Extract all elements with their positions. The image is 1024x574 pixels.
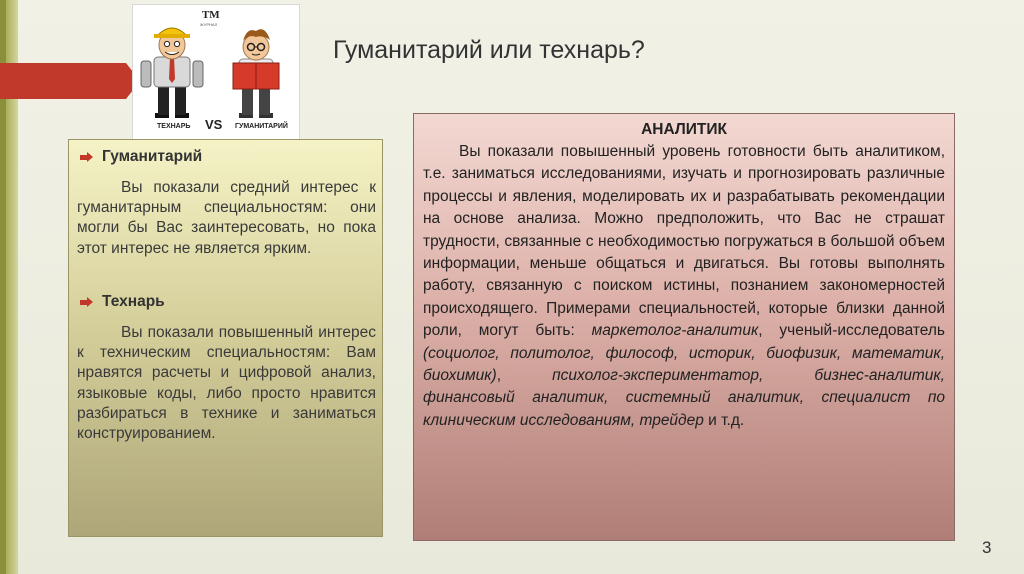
page-number: 3 xyxy=(982,538,992,557)
red-arrow-tab xyxy=(0,63,126,99)
slide-title: Гуманитарий или технарь? xyxy=(333,36,645,64)
technar-vs-humanitarian-image xyxy=(132,4,300,140)
humanitarian-text: Вы показали средний интерес к гуманитарным специальностям: они могли бы Вас заинтересовать, но пока этот интерес не является ярким. xyxy=(77,179,376,257)
analyst-text xyxy=(423,141,945,432)
humanitarian-icon xyxy=(223,23,293,119)
separator-1: , xyxy=(758,322,780,340)
technar-heading xyxy=(79,293,165,311)
analyst-heading: АНАЛИТИК xyxy=(641,121,727,138)
humanitarian-heading-label: Гуманитарий xyxy=(102,148,203,165)
caption-vs: VS xyxy=(205,117,223,132)
logo-sub: ЖУРНАЛ xyxy=(200,22,218,27)
example-others: психолог-экспериментатор, бизнес-аналитик, финансовый аналитик, системный аналитик, специалист по клиническим исследованиям, трейдер xyxy=(423,367,945,429)
caption-technar: ТЕХНАРЬ xyxy=(157,123,191,130)
example-researcher-detail: (социолог, политолог, философ, историк, биофизик, математик, биохимик) xyxy=(423,344,945,385)
analyst-text-ending: и т.д. xyxy=(703,411,745,429)
analyst-result-box xyxy=(413,113,955,541)
analyst-text-main: Вы показали повышенный уровень готовности быть аналитиком, т.е. заниматься исследованиями, изучать и прогнозировать различные процессы и явления, моделировать их и разрабатывать рекомендации на основе анализа. Можно предположить, что Вас не страшат трудности, связанные с необходимостью погружаться в большой объем информации, меньше общаться и двигаться. Вы готовы выполнять работу, связанную с поиском истины, познанием закономерностей происходящего. Примерами специальностей, которые близки данной роли, могут быть: xyxy=(423,143,945,340)
left-result-box xyxy=(68,139,383,537)
arrow-bullet-icon xyxy=(79,150,94,165)
humanitarian-heading xyxy=(79,148,202,166)
example-marketing-analyst: маркетолог-аналитик xyxy=(591,322,759,340)
engineer-icon xyxy=(139,23,209,119)
arrow-bullet-icon xyxy=(79,295,94,310)
caption-humanitarian: ГУМАНИТАРИЙ xyxy=(235,123,288,130)
example-researcher: ученый-исследователь xyxy=(779,322,945,340)
separator-2: , xyxy=(496,367,553,385)
technar-heading-label: Технарь xyxy=(102,293,165,310)
technar-text: Вы показали повышенный интерес к техническим специальностям: Вам нравятся расчеты и цифровой анализ, языковые коды, либо просто нравится разбираться в технике и заниматься конструированием. xyxy=(77,324,376,443)
logo-tm: ТМ xyxy=(202,9,220,21)
